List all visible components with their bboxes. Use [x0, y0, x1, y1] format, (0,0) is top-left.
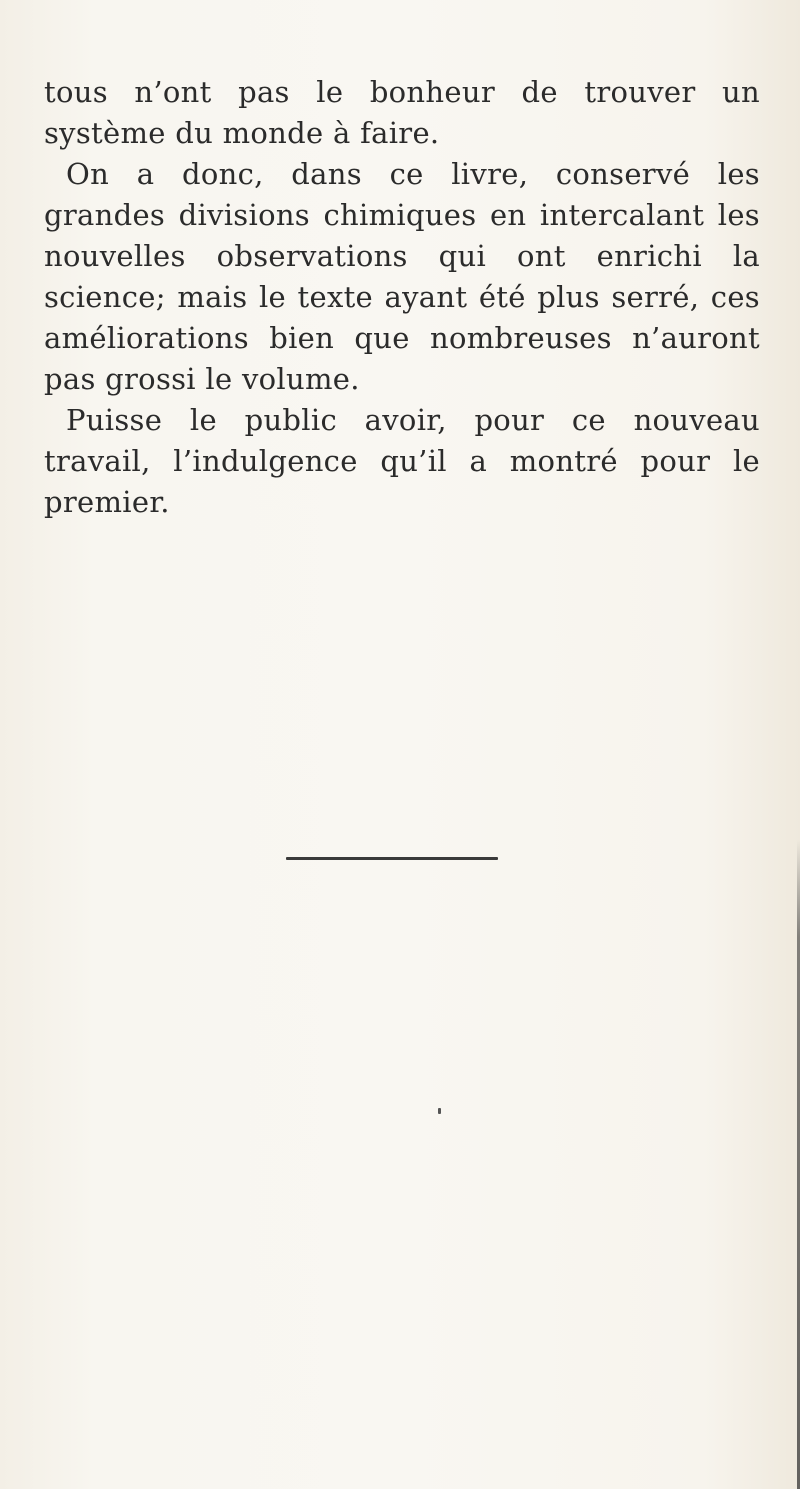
paragraph-2: On a donc, dans ce livre, conservé les grandes divisions chimiques en intercalant les nouvelles observations qui ont enrichi la science; mais le texte ayant été plus serré, ces améliorations bien que nombreuses n’auront pas grossi le volume.: [44, 157, 760, 396]
section-divider-rule: [286, 857, 498, 860]
paragraph-3: Puisse le public avoir, pour ce nouveau travail, l’indulgence qu’il a montré pour le premier.: [44, 403, 760, 519]
body-text: [44, 72, 760, 523]
print-speck: [438, 1108, 441, 1114]
paragraph-1: tous n’ont pas le bonheur de trouver un système du monde à faire.: [44, 75, 760, 150]
